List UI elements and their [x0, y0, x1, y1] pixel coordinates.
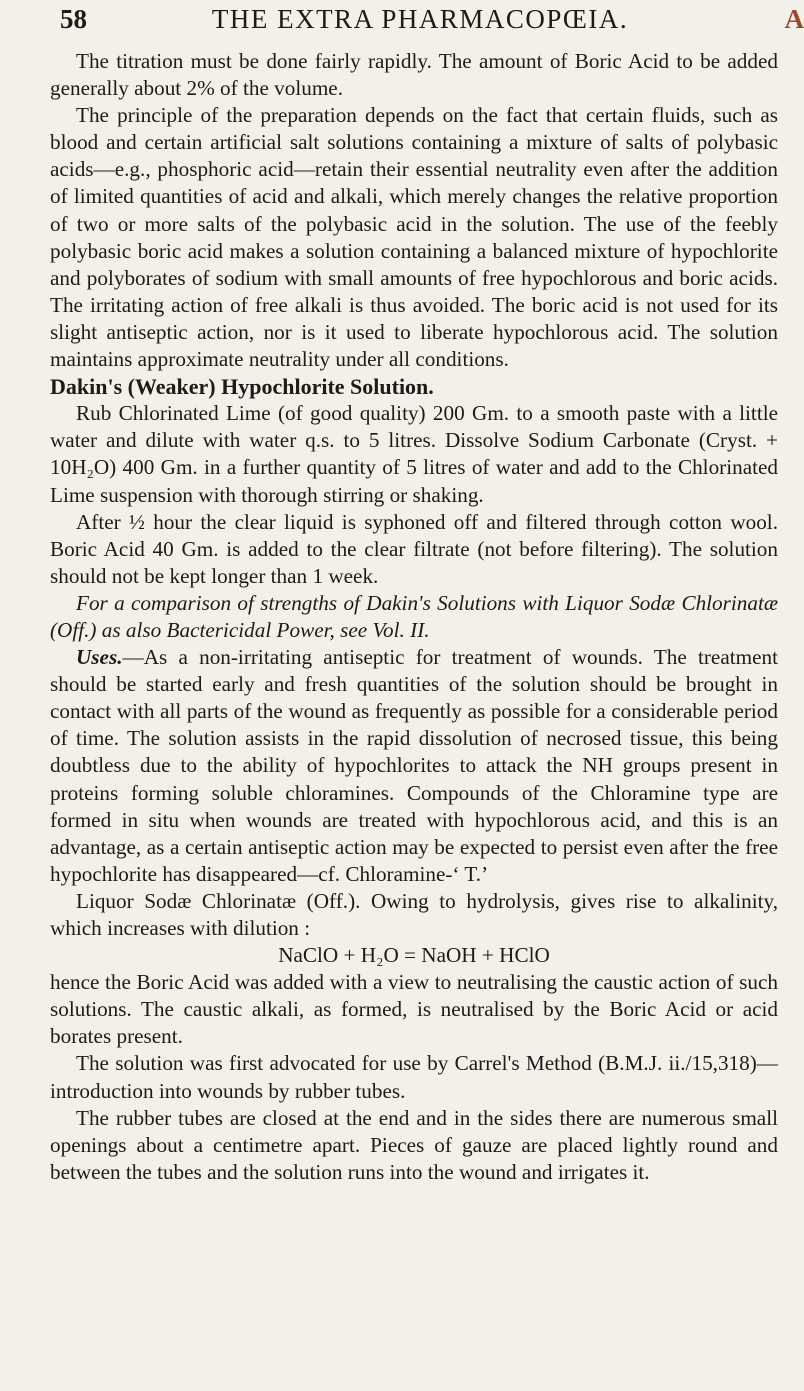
paragraph-uses	[50, 644, 778, 888]
paragraph-preparation: Rub Chlorinated Lime (of good quality) 200 Gm. to a smooth paste with a little water and dilute with water q.s. to 5 litres. Dissolve Sodium Carbonate (Cryst. + 10H₂O) 400 Gm. in a further quantity of 5 litres of water and add to the Chlorinated Lime suspension with thorough stirring or shaking.	[50, 401, 778, 507]
uses-label: Uses.	[76, 645, 123, 670]
paragraph-boric: hence the Boric Acid was added with a view to neutralising the caustic action of such solutions. The caustic alkali, as formed, is neutralised by the Boric Acid or acid borates present.	[50, 970, 778, 1049]
corner-mark: A	[784, 4, 804, 34]
body-text	[50, 48, 778, 1186]
page-number: 58	[60, 4, 87, 34]
paragraph-comparison: For a comparison of strengths of Dakin's Solutions with Liquor Sodæ Chlorinatæ (Off.) as also Bactericidal Power, see Vol. II.	[50, 590, 778, 642]
paragraph-filtering: After ½ hour the clear liquid is syphoned off and filtered through cotton wool. Boric Acid 40 Gm. is added to the clear filtrate (not before filtering). The solution should not be kept longer than 1 week.	[50, 509, 778, 588]
section-heading: Dakin's (Weaker) Hypochlorite Solution.	[50, 374, 434, 400]
paragraph-carrel: The solution was first advocated for use by Carrel's Method (B.M.J. ii./15,318)—introduction into wounds by rubber tubes.	[50, 1051, 778, 1103]
uses-text: —As a non-irritating antiseptic for treatment of wounds. The treatment should be started early and fresh quantities of the solution should be brought in contact with all parts of the wound as frequently as possible for a considerable period of time. The solution assists in the rapid dissolution of necrosed tissue, this being doubtless due to the ability of hypochlorites to attack the NH groups present in proteins forming soluble chloramines. Compounds of the Chloramine type are formed in situ when wounds are treated with hypochlorous acid, and this is an advantage, as a certain antiseptic action may be expected to persist even after the free hypochlorite has disappeared—cf. Chloramine-‘ T.’	[50, 645, 778, 886]
running-title: THE EXTRA PHARMACOPŒIA.	[211, 4, 629, 34]
paragraph-liquor: Liquor Sodæ Chlorinatæ (Off.). Owing to hydrolysis, gives rise to alkalinity, which increases with dilution :	[50, 888, 778, 940]
paragraph-tubes: The rubber tubes are closed at the end and in the sides there are numerous small openings about a centimetre apart. Pieces of gauze are placed lightly round and between the tubes and the solution runs into the wound and irrigates it.	[50, 1105, 778, 1184]
page-header	[60, 0, 804, 40]
chemical-formula: NaClO + H₂O = NaOH + HClO	[278, 943, 550, 968]
paragraph-principle: The principle of the preparation depends on the fact that certain fluids, such as blood and certain artificial salt solutions containing a mixture of salts of polybasic acids—e.g., phosphoric acid—retain their essential neutrality even after the addition of limited quantities of acid and alkali, which merely changes the relative proportion of two or more salts of the polybasic acid in the solution. The use of the feebly polybasic boric acid makes a solution containing a balanced mixture of hypochlorite and polyborates of sodium with small amounts of free hypochlorous and boric acids. The irritating action of free alkali is thus avoided. The boric acid is not used for its slight antiseptic action, nor is it used to liberate hypochlorous acid. The solution maintains approximate neutrality under all conditions.	[50, 103, 778, 372]
paragraph-titration: The titration must be done fairly rapidly. The amount of Boric Acid to be added generally about 2% of the volume.	[50, 49, 778, 101]
